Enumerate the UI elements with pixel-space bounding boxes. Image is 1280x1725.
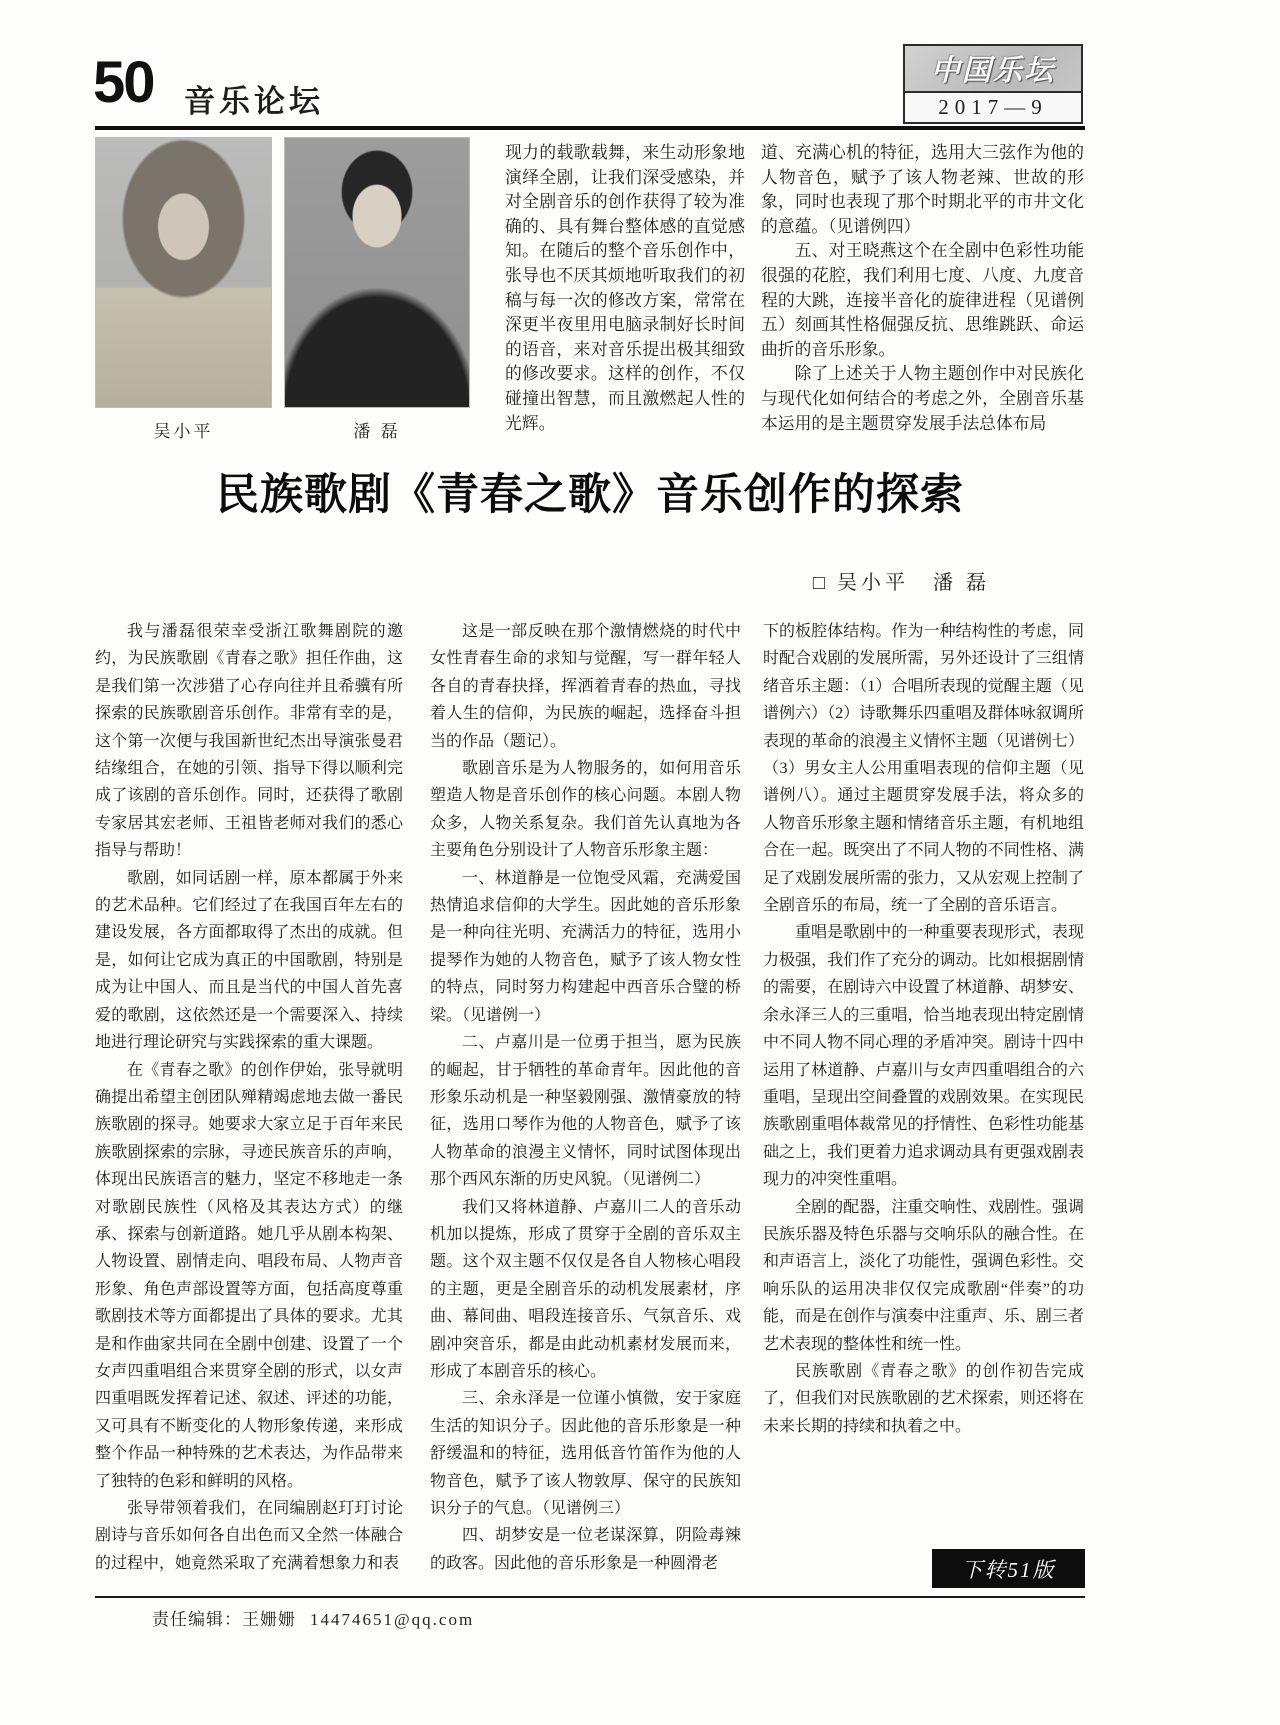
paragraph: 民族歌剧《青春之歌》的创作初告完成了，但我们对民族歌剧的艺术探索，则还将在未来长期的持续和执着之中。 <box>763 1362 1084 1435</box>
top-column-middle <box>505 141 745 436</box>
body-column-middle <box>430 618 741 1577</box>
masthead-logo: 中国乐坛 <box>903 44 1083 93</box>
paragraph: 这是一部反映在那个激情燃烧的时代中女性青春生命的求知与觉醒，写一群年轻人各自的青春抉择，挥洒着青春的热血，寻找着人生的信仰，为民族的崛起，选择奋斗担当的作品（题记）。 <box>430 623 741 750</box>
editor-email: 14474651@qq.com <box>310 1610 475 1629</box>
body-column-left <box>95 618 403 1577</box>
footer-rule <box>95 1596 1085 1598</box>
author-names: 吴小平 潘 磊 <box>837 572 990 594</box>
paragraph: 四、胡梦安是一位老谋深算，阴险毒辣的政客。因此他的音乐形象是一种圆滑老 <box>430 1527 741 1572</box>
section-title: 音乐论坛 <box>184 84 324 119</box>
body-column-right <box>763 618 1084 1440</box>
paragraph: 我与潘磊很荣幸受浙江歌舞剧院的邀约，为民族歌剧《青春之歌》担任作曲，这是我们第一次涉猎了心存向往并且希骥有所探索的民族歌剧音乐创作。非常有幸的是，这个第一次便与我国新世纪杰出导演张曼君结缘组合，在她的引领、指导下得以顺利完成了该剧的音乐创作。同时，还获得了歌剧专家居其宏老师、王祖皆老师对我们的悉心指导与帮助！ <box>95 623 403 860</box>
paragraph: 三、余永泽是一位谨小慎微，安于家庭生活的知识分子。因此他的音乐形象是一种舒缓温和的特征，选用低音竹笛作为他的人物音色，赋予了该人物敦厚、保守的民族知识分子的气息。（见谱例三） <box>430 1390 741 1517</box>
author-photo-figure-left <box>95 137 272 442</box>
author-photo-wu-xiaoping <box>95 137 272 408</box>
header-rule <box>95 126 1085 130</box>
page-number: 50 <box>93 50 154 115</box>
byline <box>95 566 1085 595</box>
continued-on-page-badge: 下转51版 <box>932 1549 1085 1588</box>
photo-caption-right: 潘 磊 <box>353 422 401 441</box>
paragraph: 下的板腔体结构。作为一种结构性的考虑，同时配合戏剧的发展所需，另外还设计了三组情绪音乐主题：（1）合唱所表现的觉醒主题（见谱例六）（2）诗歌舞乐四重唱及群体咏叙调所表现的革命的浪漫主义情怀主题（见谱例七）（3）男女主人公用重唱表现的信仰主题（见谱例八）。通过主题贯穿发展手法，将众多的人物音乐形象主题和情绪音乐主题，有机地组合在一起。既突出了不同人物的不同性格、满足了戏剧发展所需的张力，又从宏观上控制了全剧音乐的布局，统一了全剧的音乐语言。 <box>763 623 1084 915</box>
top-column-right <box>761 141 1084 436</box>
paragraph: 道、充满心机的特征，选用大三弦作为他的人物音色，赋予了该人物老辣、世故的形象，同时也表现了那个时期北平的市井文化的意蕴。（见谱例四） <box>761 143 1084 236</box>
paragraph: 现力的载歌载舞，来生动形象地演绎全剧，让我们深受感染，并对全剧音乐的创作获得了较为准确的、具有舞台整体感的直觉感知。在随后的整个音乐创作中，张导也不厌其烦地听取我们的初稿与每一次的修改方案，常常在深更半夜里用电脑录制好长时间的语音，来对音乐提出极其细致的修改要求。这样的创作，不仅碰撞出智慧，而且激燃起人性的光辉。 <box>505 143 745 433</box>
masthead <box>903 44 1083 124</box>
issue-number: 2017—9 <box>903 93 1083 124</box>
paragraph: 我们又将林道静、卢嘉川二人的音乐动机加以提炼，形成了贯穿于全剧的音乐双主题。这个双主题不仅仅是各自人物核心唱段的主题，更是全剧音乐的动机发展素材，序曲、幕间曲、唱段连接音乐、气氛音乐、戏剧冲突音乐，都是由此动机素材发展而来，形成了本剧音乐的核心。 <box>430 1198 741 1380</box>
article-title: 民族歌剧《青春之歌》音乐创作的探索 <box>216 472 964 519</box>
author-photo-pan-lei <box>284 137 470 408</box>
author-marker-icon: □ <box>812 572 825 594</box>
photo-caption-left: 吴小平 <box>153 422 214 441</box>
paragraph: 歌剧音乐是为人物服务的，如何用音乐塑造人物是音乐创作的核心问题。本剧人物众多，人物关系复杂。我们首先认真地为各主要角色分别设计了人物音乐形象主题： <box>430 760 741 860</box>
paragraph: 歌剧，如同话剧一样，原本都属于外来的艺术品种。它们经过了在我国百年左右的建设发展，各方面都取得了杰出的成就。但是，如何让它成为真正的中国歌剧，特别是成为让中国人、而且是当代的中国人首先喜爱的歌剧，这依然还是一个需要深入、持续地进行理论研究与实践探索的重大课题。 <box>95 869 403 1052</box>
paragraph: 五、对王晓燕这个在全剧中色彩性功能很强的花腔，我们利用七度、八度、九度音程的大跳，连接半音化的旋律进程（见谱例五）刻画其性格倔强反抗、思维跳跃、命运曲折的音乐形象。 <box>761 241 1084 359</box>
author-photo-figure-right <box>284 137 470 442</box>
editor-credit: 责任编辑：王姗姗 <box>152 1610 296 1629</box>
paragraph: 一、林道静是一位饱受风霜，充满爱国热情追求信仰的大学生。因此她的音乐形象是一种向往光明、充满活力的特征，选用小提琴作为她的人物音色，赋予了该人物女性的特点，同时努力构建起中西音乐合璧的桥梁。（见谱例一） <box>430 869 741 1024</box>
footer-editor-line <box>152 1605 474 1630</box>
paragraph: 在《青春之歌》的创作伊始，张导就明确提出希望主创团队殚精竭虑地去做一番民族歌剧的探寻。她要求大家立足于百年来民族歌剧探索的宗脉，寻迹民族音乐的声响，体现出民族语言的魅力，坚定不移地走一条对歌剧民族性（风格及其表达方式）的继承、探索与创新道路。她几乎从剧本构架、人物设置、剧情走向、唱段布局、人物声音形象、角色声部设置等方面，包括高度尊重歌剧技术等方面都提出了具体的要求。尤其是和作曲家共同在全剧中创建、设置了一个女声四重唱组合来贯穿全剧的形式，以女声四重唱既发挥着记述、叙述、评述的功能，又可具有不断变化的人物形象传递，来形成整个作品一种特殊的艺术表达，为作品带来了独特的色彩和鲜明的风格。 <box>95 1061 403 1490</box>
paragraph: 重唱是歌剧中的一种重要表现形式，表现力极强，我们作了充分的调动。比如根据剧情的需要，在剧诗六中设置了林道静、胡梦安、余永泽三人的三重唱，恰当地表现出特定剧情中不同人物不同心理的矛盾冲突。剧诗十四中运用了林道静、卢嘉川与女声四重唱组合的六重唱，呈现出空间叠置的戏剧效果。在实现民族歌剧重唱体裁常见的抒情性、色彩性功能基础之上，我们更着力追求调动具有更强戏剧表现力的冲突性重唱。 <box>763 924 1084 1189</box>
paragraph: 张导带领着我们，在同编剧赵玎玎讨论剧诗与音乐如何各自出色而又全然一体融合的过程中，她竟然采取了充满着想象力和表 <box>95 1500 403 1572</box>
paragraph: 二、卢嘉川是一位勇于担当，愿为民族的崛起，甘于牺牲的革命青年。因此他的音形象乐动机是一种坚毅刚强、激情豪放的特征，选用口琴作为他的人物音色，赋予了该人物革命的浪漫主义情怀，同时试图体现出那个西风东渐的历史风貌。（见谱例二） <box>430 1034 741 1189</box>
paragraph: 全剧的配器，注重交响性、戏剧性。强调民族乐器及特色乐器与交响乐队的融合性。在和声语言上，淡化了功能性，强调色彩性。交响乐队的运用决非仅仅完成歌剧“伴奏”的功能，而是在创作与演奏中注重声、乐、剧三者艺术表现的整体性和统一性。 <box>763 1198 1084 1353</box>
paragraph: 除了上述关于人物主题创作中对民族化与现代化如何结合的考虑之外，全剧音乐基本运用的是主题贯穿发展手法总体布局 <box>761 364 1084 433</box>
